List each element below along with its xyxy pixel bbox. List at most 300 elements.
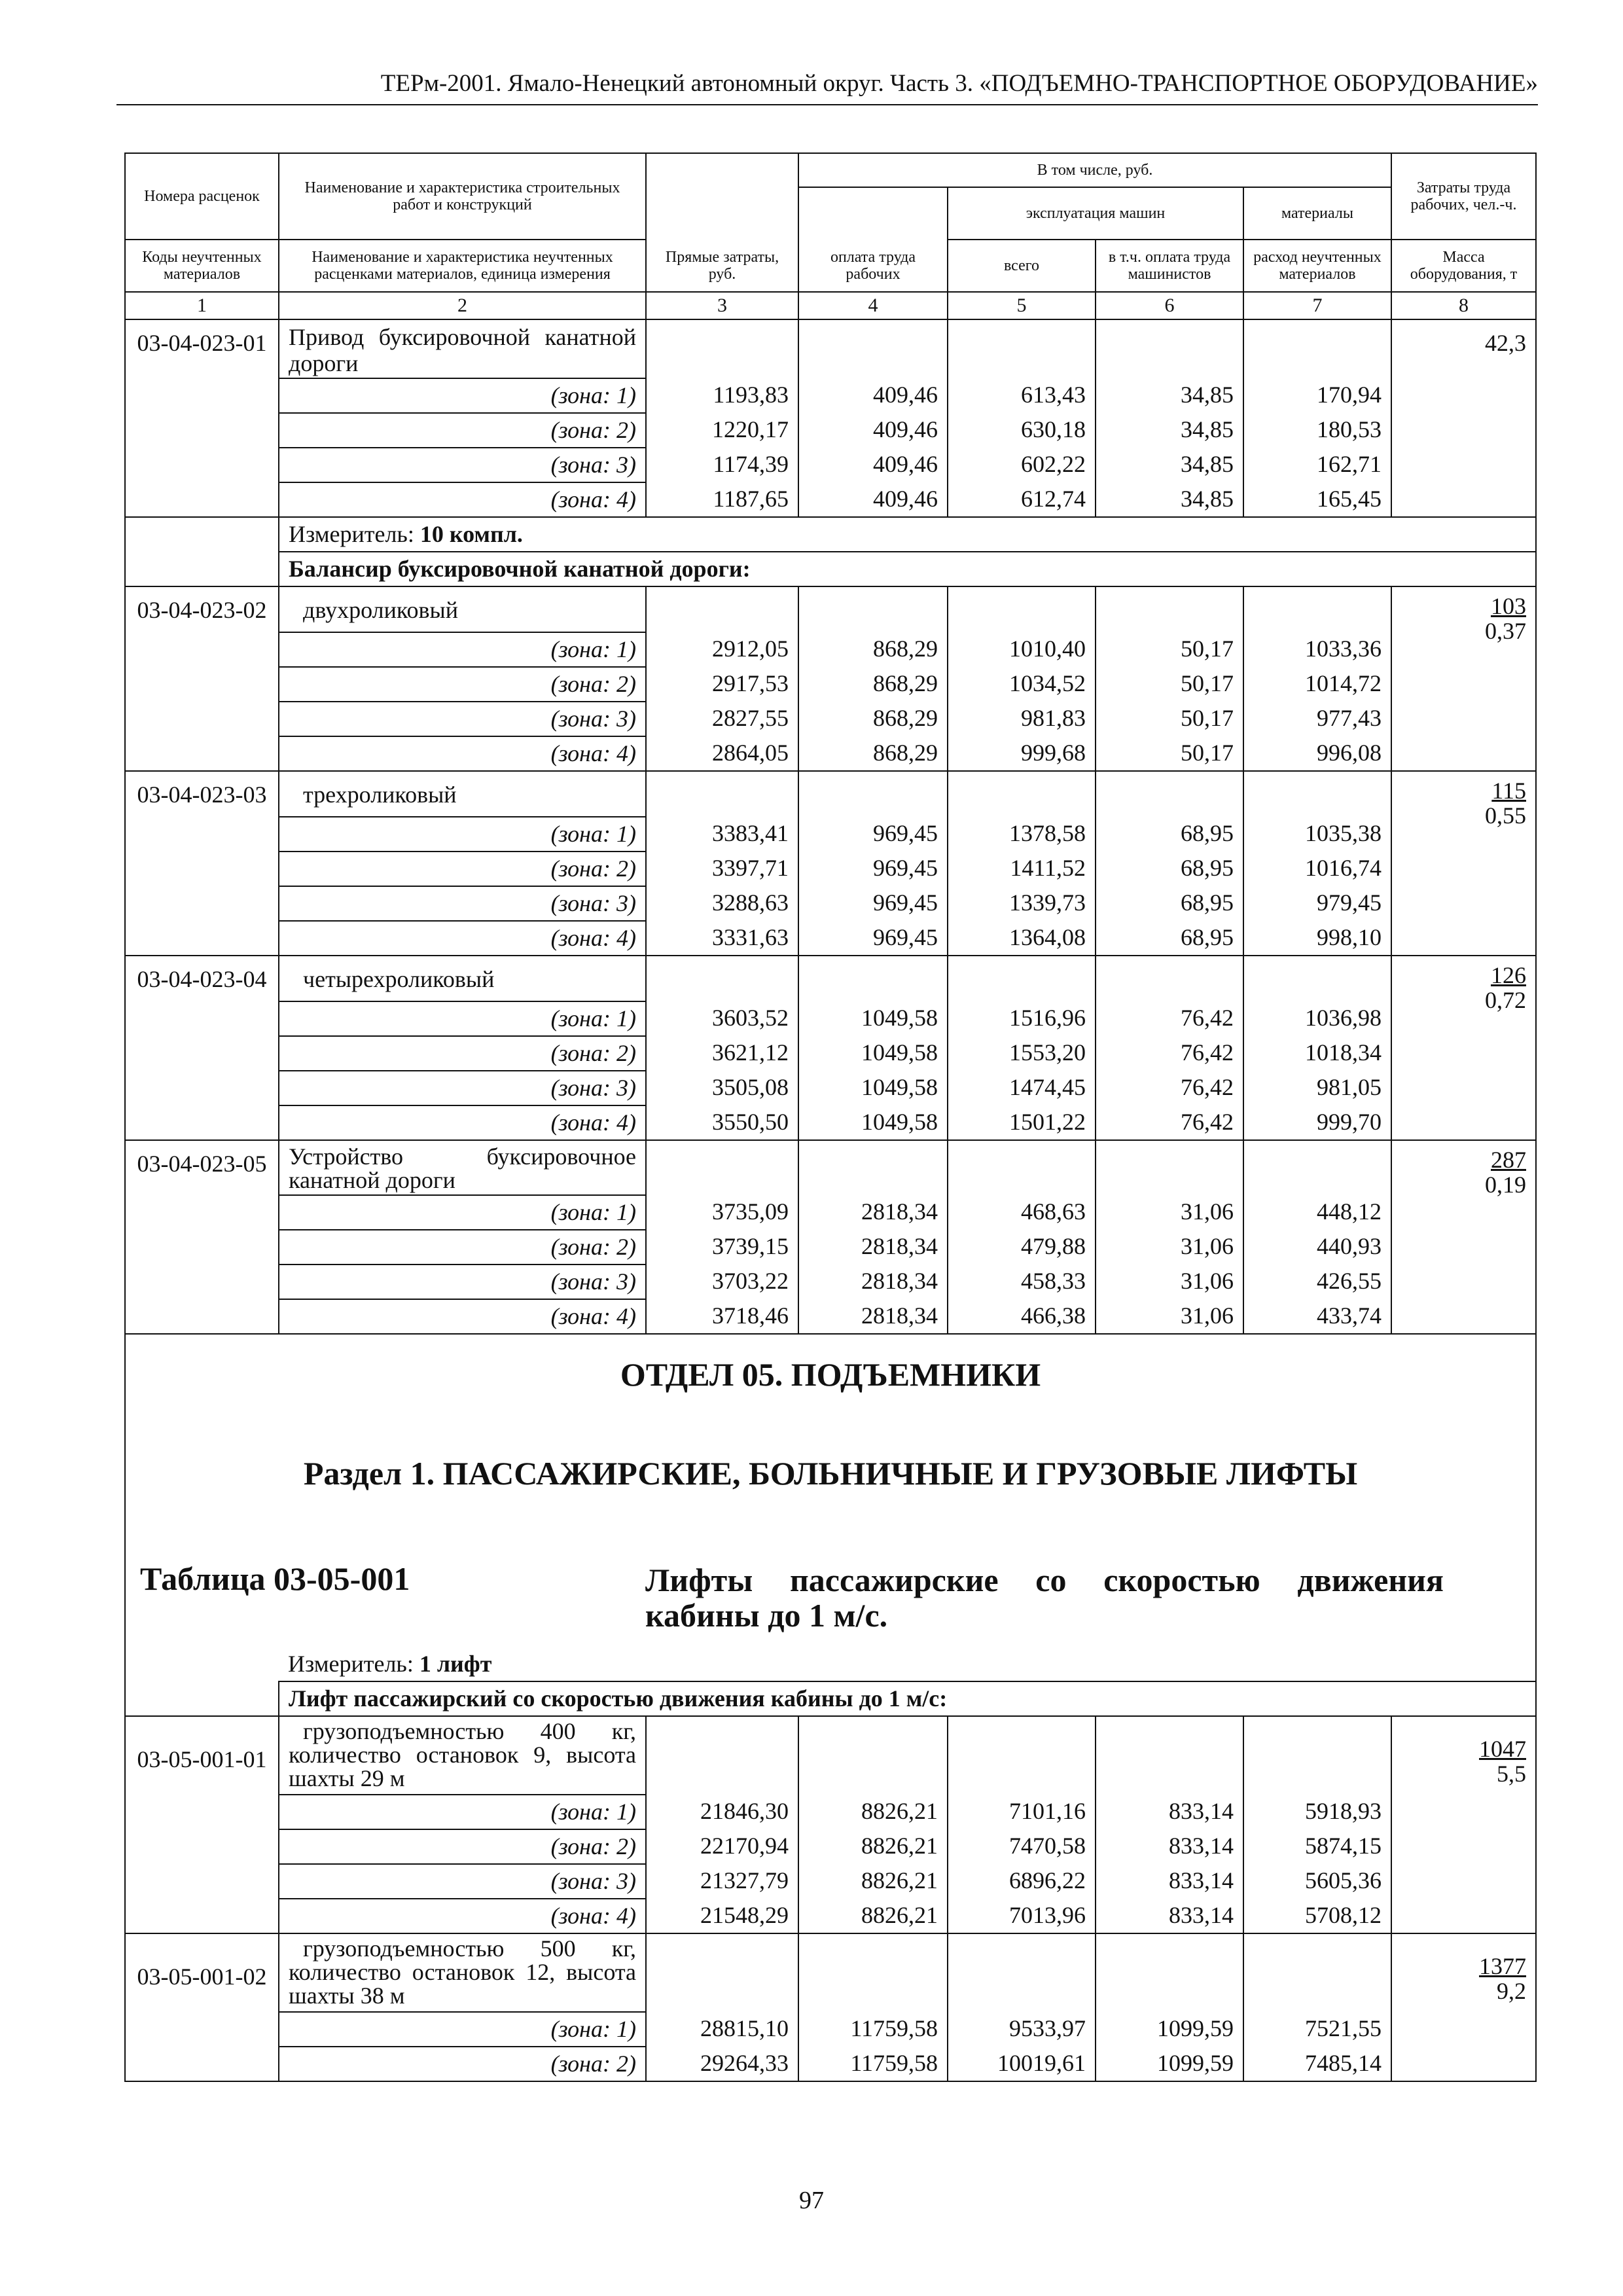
- operators: 31,06: [1096, 1195, 1243, 1230]
- zone-label: (зона: 3): [279, 1265, 646, 1299]
- head-kody: Коды неучтенных материалов: [125, 240, 279, 292]
- lift-heading: Лифт пассажирский со скоростью движения кабины до 1 м/с:: [279, 1681, 1536, 1716]
- zone-row: [125, 632, 1536, 667]
- col-num: 7: [1243, 292, 1391, 319]
- zone-row: [125, 1071, 1536, 1105]
- labor-value: 103: [1491, 593, 1526, 619]
- machines: 7470,58: [948, 1829, 1096, 1864]
- rate-code: 03-05-001-01: [125, 1716, 279, 1933]
- head-pryamye: Прямые затраты, руб.: [646, 240, 798, 292]
- empty-cell: [798, 956, 948, 1001]
- operators: 833,14: [1096, 1829, 1243, 1864]
- direct-cost: 2864,05: [646, 736, 798, 771]
- empty-cell: [948, 956, 1096, 1001]
- operators: 34,85: [1096, 413, 1243, 448]
- empty-cell: [125, 552, 279, 586]
- zone-row: [125, 1795, 1536, 1829]
- meter-prefix: Измеритель:: [288, 1651, 419, 1677]
- zone-label: (зона: 2): [279, 1230, 646, 1265]
- direct-cost: 1187,65: [646, 482, 798, 517]
- materials: 170,94: [1243, 378, 1391, 413]
- meter-row: [125, 1647, 1536, 1681]
- materials: 180,53: [1243, 413, 1391, 448]
- empty-cell: [798, 319, 948, 378]
- head-zatraty-truda: Затраты труда рабочих, чел.-ч.: [1391, 153, 1536, 240]
- direct-cost: 3331,63: [646, 921, 798, 956]
- zone-row: [125, 702, 1536, 736]
- wages: 2818,34: [798, 1265, 948, 1299]
- zone-row: [125, 817, 1536, 852]
- wages: 11759,58: [798, 2047, 948, 2081]
- operators: 1099,59: [1096, 2012, 1243, 2047]
- zone-label: (зона: 1): [279, 1195, 646, 1230]
- section-title-row: [125, 1334, 1536, 1647]
- machines: 602,22: [948, 448, 1096, 482]
- zone-label: (зона: 4): [279, 1299, 646, 1334]
- empty-cell: [948, 319, 1096, 378]
- empty-cell: [1243, 1716, 1391, 1795]
- head-v-tom-chisle: В том числе, руб.: [798, 153, 1391, 187]
- head-pryamye-top: [646, 153, 798, 187]
- operators: 68,95: [1096, 886, 1243, 921]
- zone-label: (зона: 2): [279, 1829, 646, 1864]
- zone-row: [125, 1036, 1536, 1071]
- zone-row: [125, 1899, 1536, 1933]
- direct-cost: 3735,09: [646, 1195, 798, 1230]
- rate-code: 03-04-023-05: [125, 1140, 279, 1334]
- labor-mass: [1391, 1716, 1536, 1933]
- wages: 409,46: [798, 482, 948, 517]
- machines: 466,38: [948, 1299, 1096, 1334]
- materials: 440,93: [1243, 1230, 1391, 1265]
- empty-cell: [948, 586, 1096, 632]
- empty-cell: [646, 586, 798, 632]
- mass-value: 5,5: [1497, 1761, 1526, 1787]
- labor-value: 115: [1491, 778, 1526, 804]
- direct-cost: 29264,33: [646, 2047, 798, 2081]
- rate-name: трехроликовый: [279, 771, 646, 817]
- empty-cell: [1243, 956, 1391, 1001]
- table-row: [125, 319, 1536, 378]
- labor-value: 1047: [1479, 1736, 1526, 1762]
- head-oplata-top: [798, 187, 948, 240]
- empty-cell: [1096, 586, 1243, 632]
- rate-name: двухроликовый: [279, 586, 646, 632]
- head-vsego: всего: [948, 240, 1096, 292]
- head-pryamye-mid: [646, 187, 798, 240]
- materials: 999,70: [1243, 1105, 1391, 1140]
- materials: 5605,36: [1243, 1864, 1391, 1899]
- materials: 981,05: [1243, 1071, 1391, 1105]
- materials: 426,55: [1243, 1265, 1391, 1299]
- head-raskhod: расход неучтенных материалов: [1243, 240, 1391, 292]
- machines: 468,63: [948, 1195, 1096, 1230]
- head-naimenovanie: Наименование и характеристика строительных работ и конструкций: [279, 153, 646, 240]
- head-ekspluataciya: эксплуатация машин: [948, 187, 1243, 240]
- zone-row: [125, 886, 1536, 921]
- col-num: 5: [948, 292, 1096, 319]
- price-table-wrapper: [124, 152, 1535, 2082]
- column-number-row: [125, 292, 1536, 319]
- empty-cell: [646, 1716, 798, 1795]
- zone-row: [125, 736, 1536, 771]
- col-num: 8: [1391, 292, 1536, 319]
- labor-value: 126: [1491, 962, 1526, 988]
- zone-label: (зона: 2): [279, 667, 646, 702]
- machines: 10019,61: [948, 2047, 1096, 2081]
- direct-cost: 2912,05: [646, 632, 798, 667]
- empty-cell: [1096, 1140, 1243, 1195]
- wages: 868,29: [798, 632, 948, 667]
- wages: 868,29: [798, 667, 948, 702]
- labor-mass: [1391, 586, 1536, 771]
- operators: 34,85: [1096, 482, 1243, 517]
- zone-row: [125, 1195, 1536, 1230]
- col-num: 4: [798, 292, 948, 319]
- machines: 981,83: [948, 702, 1096, 736]
- zone-label: (зона: 2): [279, 413, 646, 448]
- zone-label: (зона: 2): [279, 2047, 646, 2081]
- zone-label: (зона: 1): [279, 1795, 646, 1829]
- operators: 31,06: [1096, 1265, 1243, 1299]
- operators: 833,14: [1096, 1795, 1243, 1829]
- table-row: [125, 586, 1536, 632]
- empty-cell: [798, 586, 948, 632]
- materials: 998,10: [1243, 921, 1391, 956]
- empty-cell: [1243, 1933, 1391, 2012]
- empty-cell: [1096, 319, 1243, 378]
- labor-value: 42,3: [1485, 330, 1526, 356]
- zone-label: (зона: 4): [279, 482, 646, 517]
- table-row: [125, 1140, 1536, 1195]
- header-row-3: [125, 240, 1536, 292]
- machines: 9533,97: [948, 2012, 1096, 2047]
- zone-row: [125, 378, 1536, 413]
- col-num: 6: [1096, 292, 1243, 319]
- zone-label: (зона: 4): [279, 921, 646, 956]
- empty-cell: [798, 1716, 948, 1795]
- meter-row: [125, 517, 1536, 552]
- rate-code: 03-04-023-04: [125, 956, 279, 1140]
- running-header: ТЕРм-2001. Ямало-Ненецкий автономный округ. Часть 3. «ПОДЪЕМНО-ТРАНСПОРТНОЕ ОБОРУДОВАНИЕ»: [116, 69, 1538, 105]
- mass-value: 9,2: [1497, 1978, 1526, 2004]
- zone-row: [125, 413, 1536, 448]
- zone-label: (зона: 1): [279, 1001, 646, 1036]
- table-row: [125, 956, 1536, 1001]
- machines: 613,43: [948, 378, 1096, 413]
- zone-row: [125, 1230, 1536, 1265]
- operators: 76,42: [1096, 1071, 1243, 1105]
- head-naimenovanie-neuch: Наименование и характеристика неучтенных расценками материалов, единица измерения: [279, 240, 646, 292]
- direct-cost: 22170,94: [646, 1829, 798, 1864]
- materials: 1016,74: [1243, 852, 1391, 886]
- table-heading: [135, 1562, 1526, 1647]
- zone-row: [125, 2012, 1536, 2047]
- zone-row: [125, 1864, 1536, 1899]
- direct-cost: 1174,39: [646, 448, 798, 482]
- direct-cost: 3739,15: [646, 1230, 798, 1265]
- materials: 977,43: [1243, 702, 1391, 736]
- col-num: 2: [279, 292, 646, 319]
- direct-cost: 2827,55: [646, 702, 798, 736]
- table-row: [125, 1716, 1536, 1795]
- operators: 76,42: [1096, 1001, 1243, 1036]
- empty-cell: [1243, 771, 1391, 817]
- machines: 1411,52: [948, 852, 1096, 886]
- zone-row: [125, 1299, 1536, 1334]
- labor-mass: [1391, 1140, 1536, 1334]
- operators: 833,14: [1096, 1899, 1243, 1933]
- meter-value: 10 компл.: [419, 521, 523, 547]
- machines: 1501,22: [948, 1105, 1096, 1140]
- materials: 5918,93: [1243, 1795, 1391, 1829]
- meter-value: 1 лифт: [419, 1651, 492, 1677]
- materials: 1035,38: [1243, 817, 1391, 852]
- wages: 8826,21: [798, 1795, 948, 1829]
- operators: 68,95: [1096, 817, 1243, 852]
- zone-label: (зона: 1): [279, 632, 646, 667]
- empty-cell: [1243, 586, 1391, 632]
- rate-code: 03-05-001-02: [125, 1933, 279, 2081]
- subheading-row: [125, 1681, 1536, 1716]
- empty-cell: [798, 1140, 948, 1195]
- empty-cell: [646, 1933, 798, 2012]
- empty-cell: [646, 771, 798, 817]
- wages: 409,46: [798, 448, 948, 482]
- machines: 1516,96: [948, 1001, 1096, 1036]
- empty-cell: [125, 1681, 279, 1716]
- zone-label: (зона: 1): [279, 2012, 646, 2047]
- direct-cost: 3621,12: [646, 1036, 798, 1071]
- rate-name: грузоподъемностью 500 кг, количество остановок 12, высота шахты 38 м: [279, 1933, 646, 2012]
- labor-value: 287: [1491, 1147, 1526, 1173]
- wages: 409,46: [798, 378, 948, 413]
- zone-row: [125, 667, 1536, 702]
- subheading-row: [125, 552, 1536, 586]
- wages: 969,45: [798, 921, 948, 956]
- empty-cell: [125, 1647, 279, 1681]
- empty-cell: [1096, 1933, 1243, 2012]
- rate-name: Устройство буксировочное канатной дороги: [279, 1140, 646, 1195]
- mass-value: 0,37: [1485, 618, 1526, 644]
- wages: 409,46: [798, 413, 948, 448]
- operators: 50,17: [1096, 667, 1243, 702]
- labor-mass: [1391, 771, 1536, 956]
- empty-cell: [1096, 771, 1243, 817]
- empty-cell: [948, 1933, 1096, 2012]
- materials: 1036,98: [1243, 1001, 1391, 1036]
- materials: 979,45: [1243, 886, 1391, 921]
- price-table: [124, 152, 1537, 2082]
- direct-cost: 2917,53: [646, 667, 798, 702]
- wages: 969,45: [798, 852, 948, 886]
- wages: 2818,34: [798, 1195, 948, 1230]
- materials: 162,71: [1243, 448, 1391, 482]
- section-title-cell: [125, 1334, 1536, 1647]
- rate-code: 03-04-023-01: [125, 319, 279, 517]
- labor-cost: [1391, 319, 1536, 517]
- zone-row: [125, 852, 1536, 886]
- wages: 2818,34: [798, 1299, 948, 1334]
- empty-cell: [646, 319, 798, 378]
- razdel-title: Раздел 1. ПАССАЖИРСКИЕ, БОЛЬНИЧНЫЕ И ГРУЗОВЫЕ ЛИФТЫ: [303, 1455, 1358, 1492]
- labor-mass: [1391, 956, 1536, 1140]
- wages: 969,45: [798, 817, 948, 852]
- zone-label: (зона: 3): [279, 1864, 646, 1899]
- head-materialy: материалы: [1243, 187, 1391, 240]
- operators: 34,85: [1096, 448, 1243, 482]
- direct-cost: 3383,41: [646, 817, 798, 852]
- zone-row: [125, 1265, 1536, 1299]
- rate-code: 03-04-023-03: [125, 771, 279, 956]
- wages: 1049,58: [798, 1001, 948, 1036]
- operators: 50,17: [1096, 702, 1243, 736]
- zone-label: (зона: 1): [279, 817, 646, 852]
- materials: 448,12: [1243, 1195, 1391, 1230]
- rate-code: 03-04-023-02: [125, 586, 279, 771]
- machines: 612,74: [948, 482, 1096, 517]
- mass-value: 0,72: [1485, 987, 1526, 1013]
- zone-label: (зона: 4): [279, 1105, 646, 1140]
- materials: 7521,55: [1243, 2012, 1391, 2047]
- zone-row: [125, 482, 1536, 517]
- col-num: 3: [646, 292, 798, 319]
- labor-value: 1377: [1479, 1953, 1526, 1979]
- wages: 8826,21: [798, 1864, 948, 1899]
- materials: 5874,15: [1243, 1829, 1391, 1864]
- operators: 833,14: [1096, 1864, 1243, 1899]
- zone-label: (зона: 2): [279, 852, 646, 886]
- mass-value: 0,19: [1485, 1172, 1526, 1198]
- head-nomera: Номера расценок: [125, 153, 279, 240]
- head-vtch: в т.ч. оплата труда машинистов: [1096, 240, 1243, 292]
- direct-cost: 1193,83: [646, 378, 798, 413]
- direct-cost: 1220,17: [646, 413, 798, 448]
- wages: 1049,58: [798, 1071, 948, 1105]
- zone-row: [125, 921, 1536, 956]
- direct-cost: 3550,50: [646, 1105, 798, 1140]
- col-num: 1: [125, 292, 279, 319]
- materials: 165,45: [1243, 482, 1391, 517]
- operators: 34,85: [1096, 378, 1243, 413]
- operators: 1099,59: [1096, 2047, 1243, 2081]
- operators: 31,06: [1096, 1299, 1243, 1334]
- balancer-heading: Балансир буксировочной канатной дороги:: [279, 552, 1536, 586]
- table-row: [125, 771, 1536, 817]
- direct-cost: 21548,29: [646, 1899, 798, 1933]
- labor-mass: [1391, 1933, 1536, 2081]
- zone-label: (зона: 3): [279, 886, 646, 921]
- machines: 1474,45: [948, 1071, 1096, 1105]
- machines: 479,88: [948, 1230, 1096, 1265]
- operators: 68,95: [1096, 852, 1243, 886]
- head-massa: Масса оборудования, т: [1391, 240, 1536, 292]
- machines: 1339,73: [948, 886, 1096, 921]
- wages: 868,29: [798, 736, 948, 771]
- direct-cost: 21327,79: [646, 1864, 798, 1899]
- empty-cell: [1243, 319, 1391, 378]
- direct-cost: 3505,08: [646, 1071, 798, 1105]
- machines: 999,68: [948, 736, 1096, 771]
- materials: 1033,36: [1243, 632, 1391, 667]
- operators: 31,06: [1096, 1230, 1243, 1265]
- rate-name: грузоподъемностью 400 кг, количество остановок 9, высота шахты 29 м: [279, 1716, 646, 1795]
- zone-row: [125, 2047, 1536, 2081]
- zone-label: (зона: 3): [279, 1071, 646, 1105]
- materials: 5708,12: [1243, 1899, 1391, 1933]
- header-row-1: [125, 153, 1536, 187]
- table-title: Лифты пассажирские со скоростью движения кабины до 1 м/с.: [645, 1562, 1444, 1634]
- materials: 1018,34: [1243, 1036, 1391, 1071]
- wages: 11759,58: [798, 2012, 948, 2047]
- empty-cell: [1096, 1716, 1243, 1795]
- mass-value: 0,55: [1485, 802, 1526, 829]
- direct-cost: 21846,30: [646, 1795, 798, 1829]
- zone-label: (зона: 2): [279, 1036, 646, 1071]
- operators: 50,17: [1096, 632, 1243, 667]
- machines: 630,18: [948, 413, 1096, 448]
- zone-label: (зона: 3): [279, 702, 646, 736]
- empty-cell: [646, 956, 798, 1001]
- operators: 76,42: [1096, 1105, 1243, 1140]
- empty-cell: [1243, 1140, 1391, 1195]
- wages: 1049,58: [798, 1036, 948, 1071]
- operators: 68,95: [1096, 921, 1243, 956]
- table-number: Таблица 03-05-001: [140, 1560, 410, 1597]
- empty-cell: [125, 517, 279, 552]
- materials: 7485,14: [1243, 2047, 1391, 2081]
- wages: 2818,34: [798, 1230, 948, 1265]
- machines: 7013,96: [948, 1899, 1096, 1933]
- machines: 1034,52: [948, 667, 1096, 702]
- operators: 76,42: [1096, 1036, 1243, 1071]
- machines: 1364,08: [948, 921, 1096, 956]
- materials: 1014,72: [1243, 667, 1391, 702]
- wages: 868,29: [798, 702, 948, 736]
- zone-row: [125, 448, 1536, 482]
- wages: 1049,58: [798, 1105, 948, 1140]
- machines: 6896,22: [948, 1864, 1096, 1899]
- empty-cell: [798, 771, 948, 817]
- empty-cell: [948, 1716, 1096, 1795]
- table-row: [125, 1933, 1536, 2012]
- rate-name: четырехроликовый: [279, 956, 646, 1001]
- direct-cost: 3718,46: [646, 1299, 798, 1334]
- wages: 8826,21: [798, 1829, 948, 1864]
- machines: 1378,58: [948, 817, 1096, 852]
- meter-prefix: Измеритель:: [289, 521, 420, 547]
- machines: 7101,16: [948, 1795, 1096, 1829]
- materials: 433,74: [1243, 1299, 1391, 1334]
- direct-cost: 28815,10: [646, 2012, 798, 2047]
- zone-label: (зона: 4): [279, 1899, 646, 1933]
- empty-cell: [1096, 956, 1243, 1001]
- empty-cell: [948, 771, 1096, 817]
- direct-cost: 3703,22: [646, 1265, 798, 1299]
- zone-label: (зона: 3): [279, 448, 646, 482]
- zone-label: (зона: 4): [279, 736, 646, 771]
- head-oplata: оплата труда рабочих: [798, 240, 948, 292]
- rate-name: Привод буксировочной канатной дороги: [279, 319, 646, 378]
- page-number: 97: [799, 2187, 824, 2214]
- zone-row: [125, 1829, 1536, 1864]
- machines: 458,33: [948, 1265, 1096, 1299]
- zone-row: [125, 1001, 1536, 1036]
- empty-cell: [646, 1140, 798, 1195]
- direct-cost: 3603,52: [646, 1001, 798, 1036]
- operators: 50,17: [1096, 736, 1243, 771]
- materials: 996,08: [1243, 736, 1391, 771]
